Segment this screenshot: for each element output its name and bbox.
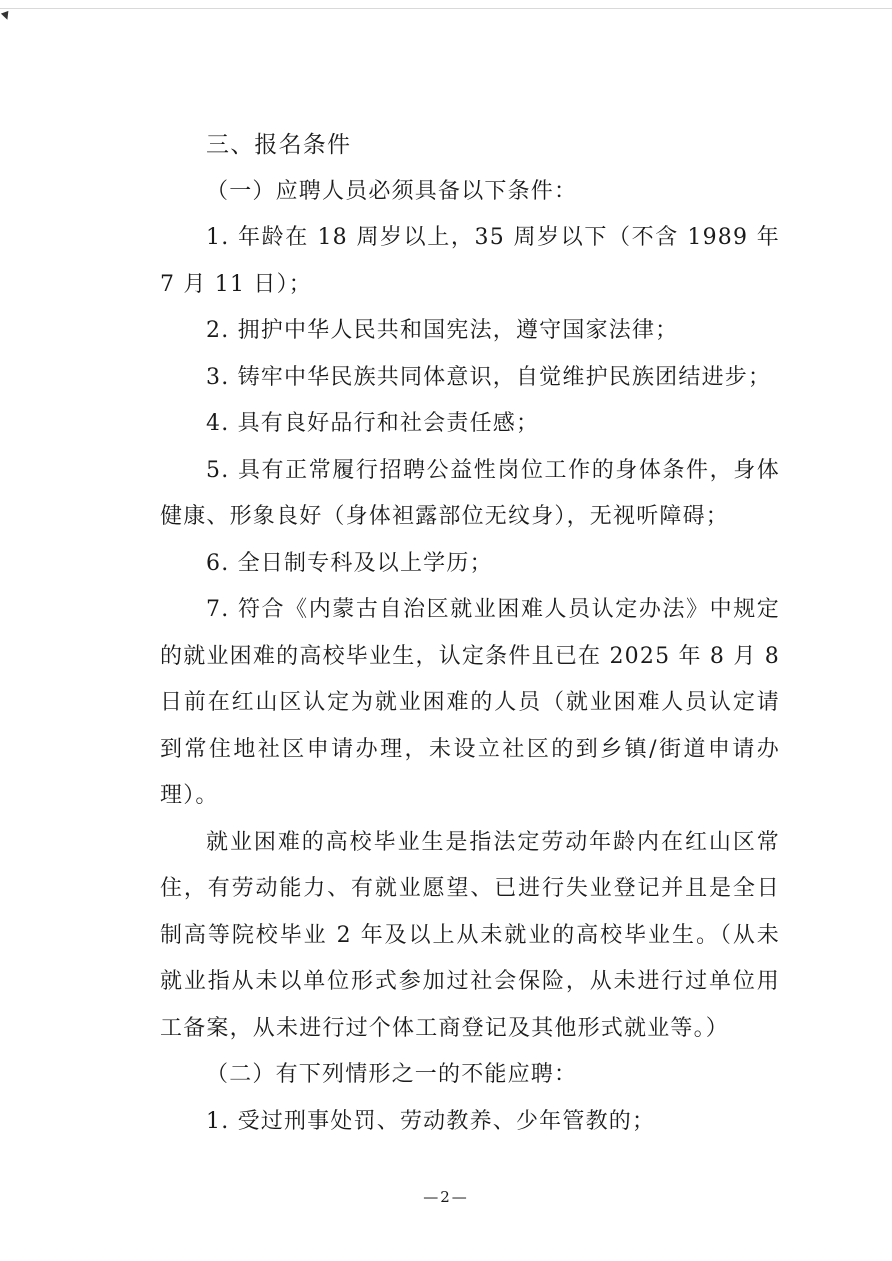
condition-item-5: 5. 具有正常履行招聘公益性岗位工作的身体条件，身体健康、形象良好（身体袒露部位无纹身），无视听障碍；	[160, 457, 780, 529]
scan-corner-mark	[1, 11, 11, 21]
condition-item-4: 4. 具有良好品行和社会责任感；	[206, 411, 540, 436]
subsection-title-1: （一）应聘人员必须具备以下条件：	[206, 178, 578, 204]
condition-item-1: 1. 年龄在 18 周岁以上，35 周岁以下（不含 1989 年 7 月 11 日）；	[160, 225, 780, 297]
condition-item-3: 3. 铸牢中华民族共同体意识，自觉维护民族团结进步；	[206, 364, 772, 390]
section-heading: 三、报名条件	[206, 132, 352, 158]
definition-paragraph: 就业困难的高校毕业生是指法定劳动年龄内在红山区常住，有劳动能力、有就业愿望、已进行失业登记并且是全日制高等院校毕业 2 年及以上从未就业的高校毕业生。（从未就业指从未以单位形式参加过社会保险，从未进行过单位用工备案，从未进行过个体工商登记及其他形式就业等。）	[160, 829, 780, 1041]
condition-item-7: 7. 符合《内蒙古自治区就业困难人员认定办法》中规定的就业困难的高校毕业生，认定条件且已在 2025 年 8 月 8 日前在红山区认定为就业困难的人员（就业困难人员认定请到常住地社区申请办理，未设立社区的到乡镇/街道申请办理）。	[160, 597, 780, 808]
subsection-title-2: （二）有下列情形之一的不能应聘：	[206, 1062, 578, 1087]
condition-item-2: 2. 拥护中华人民共和国宪法，遵守国家法律；	[206, 318, 679, 343]
document-body	[160, 122, 780, 1145]
page-number: —2—	[423, 1188, 469, 1206]
exclusion-item-1: 1. 受过刑事处罚、劳动教养、少年管教的；	[206, 1108, 656, 1134]
condition-item-6: 6. 全日制专科及以上学历；	[206, 550, 493, 576]
scan-top-edge	[0, 8, 892, 9]
